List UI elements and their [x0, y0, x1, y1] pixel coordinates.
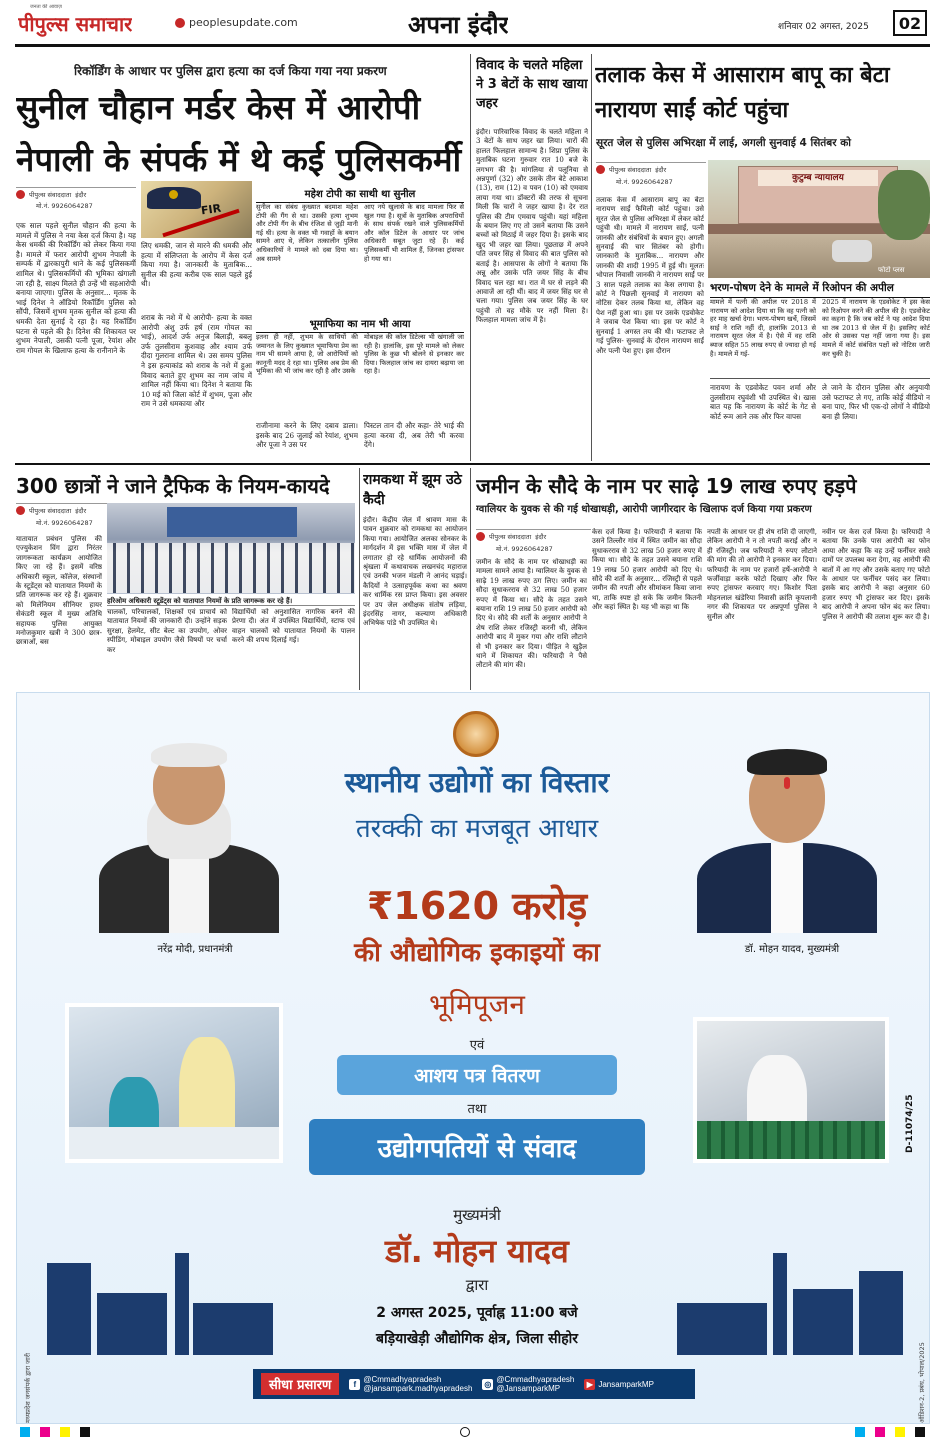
- registration-mark: [80, 1427, 90, 1437]
- ad-box-2-text: उद्योगपतियों से संवाद: [377, 1134, 577, 1164]
- factory-skyline-left-3: [193, 1303, 273, 1355]
- story4-col3: विद्यार्थियों को अनुशासित नागरिक बनने की प्रेरणा दी। अंत में उपस्थित विद्यार्थियों, स्टाफ एवं वाहन चालकों को यातायात नियमों के पालन करने की शपथ दिलाई गई।: [232, 608, 355, 645]
- story1-sub2-a: इतना ही नहीं, शुभम के साथियों की जमानत के लिए कुख्यात भूमाफिया प्रेम का नाम भी सामने आया है, जो आरोपियों को कानूनी मदद दे रहा था। पुलिस अब प्रेम की भूमिका की भी जांच कर रही है और उसके: [256, 333, 358, 376]
- mp-emblem-icon: [453, 711, 499, 757]
- page-number-text: 02: [898, 13, 922, 33]
- story6-col4: नवीन पर केस दर्ज किया है। फरियादी ने बताया कि उनके पास आरोपी का फोन आया और कहा कि वह उन्हें फर्नीचर सस्ते दामों पर उपलब्ध करा देगा, वह आरोपी की बातों में आ गए और उसके बताए गए फोटो के आधार पर फर्नीचर पसंद कर लिया। इसके बाद आरोपी ने कहा अनुसार 60 हजार रुपए भी ट्रांसफर कर दिए। इसके बाद आरोपी ने अपना फोन बंद कर लिया। पुलिस ने आरोपी की तलाश शुरू कर दी है।: [822, 528, 930, 621]
- live-label: सीधा प्रसारण: [261, 1373, 339, 1395]
- story4-byline: पीपुल्स संवाददाता इंदौर: [16, 503, 126, 515]
- chimney-right: [773, 1253, 787, 1355]
- story3-tail-a: नारायण के एडवोकेट पवन शर्मा और तुलसीराम रघुवंशी भी उपस्थित थे। खास बात यह कि नारायण के कोर्ट के गेट से कोर्ट रूम आने तक और फिर वापस: [710, 383, 816, 421]
- section-title: अपना इंदौर: [408, 11, 509, 39]
- social-instagram[interactable]: ◎ @Cmmadhyapradesh @JansamparkMP: [484, 1375, 575, 1393]
- col-divider-1: [470, 54, 471, 461]
- box-rule: [710, 378, 930, 379]
- cap-badge-icon: [169, 190, 178, 199]
- story6-col1: जमीन के सौदे के नाम पर धोखाधड़ी का मामला सामने आया है। ग्वालियर के युवक से साढ़े 19 लाख रुपए ठग लिए। जमीन का सौदा सुधाकरराव से 32 लाख 50 हजार रुपए में किया था। सौदे के तहत उसने बयाना राशि 19 लाख 50 हजार आरोपी को दिए थे। सौदे की शर्तों के अनुसार आरोपी ने शेष राशि लेकर रजिस्ट्री करनी थी, लेकिन आरोपी बाद में मुकर गया और राशि लौटाने से भी इनकार कर दिया। पीड़ित ने खुड़ैल थाने में शिकायत की। फरियादी ने पैसे लौटाने की मांग की।: [476, 558, 587, 670]
- reporter-icon: [476, 532, 485, 541]
- page-number: [893, 10, 927, 36]
- reporter-icon: [16, 190, 25, 199]
- stage-backdrop: [167, 507, 297, 537]
- car-image: [832, 240, 872, 262]
- story4-mobile: मो.नं. 9926064287: [36, 519, 93, 527]
- story1-headline: सुनील चौहान मर्डर केस में आरोपी नेपाली के संपर्क में थे कई पुलिसकर्मी: [16, 88, 462, 179]
- col-divider-3: [359, 468, 360, 690]
- brand-tagline: जनता की आवाज़: [30, 4, 62, 10]
- masthead-rule: [15, 44, 930, 47]
- story3-text: तलाक केस में आसाराम बापू का बेटा नारायण साईं फैमिली कोर्ट पहुंचा। उसे सूरत जेल से पुलिस अभिरक्षा में लेकर कोर्ट पहुंची थी। मामले में नारायण साईं, पत्नी जानकी और संबंधियों के बयान हुए। अगली सुनवाई की चार सितंबर को होगी। जानकारी के मुताबिक... नारायण और जानकी की शादी 1995 में हुई थी। मूलतः भोपाल निवासी जानकी ने नारायण साईं पर 3 साल पहले तलाक का केस लगाया है। कोर्ट ने पिछली सुनवाई में नारायण को नोटिस देकर तलब किया था, लेकिन वह पेश नहीं हुआ था। इस पर उसके एडवोकेट ने जवाब पेश किया था। इस पर कोर्ट ने सुनवाई 1 अगस्त तय की थी। फटाफट ले गई पुलिस- सुनवाई के दौरान नारायण साईं और पत्नी पेश हुए। इस दौरान: [596, 196, 704, 355]
- ad-code: D-11074/25: [905, 1094, 915, 1153]
- story4-col2: चालकों, परिचालकों, शिक्षकों एवं प्राचार्य को यातायात नियमों की जानकारी दी। उन्होंने सड़क सुरक्षा, हेलमेट, सीट बेल्ट का उपयोग, ओवर स्पीडिंग, मोबाइल उपयोग जैसे विषयों पर चर्चा कर: [107, 608, 227, 654]
- factory-skyline-right: [677, 1303, 767, 1355]
- ad-right-vertical: ऑडिशन-2, प्रबंध, भोपाल/2025: [918, 1342, 926, 1423]
- ad-left-vertical: मध्यप्रदेश जनसंपर्क द्वारा जारी: [24, 1353, 32, 1423]
- factory-skyline-right-2: [793, 1289, 853, 1355]
- circuit-board: [697, 1121, 889, 1163]
- story1-sub2-b: मोबाइल की कॉल डिटेल्स भी खंगाली जा रही है। हालांकि, इस पूरे मामले को लेकर पुलिस के कुछ भी बोलने से इनकार कर दिया। फिलहाल जांच का दायरा बढ़ाया जा रहा है।: [364, 333, 464, 376]
- ad-box-2: [309, 1119, 645, 1175]
- story6-col3: नपती के आधार पर ही शेष राशि दी जाएगी, लेकिन आरोपी ने न तो नपती कराई और न ही रजिस्ट्री। जब फरियादी ने रुपए लौटाने की मांग की तो आरोपी ने इनकार कर दिया। फरियादी के नाम पर हजारों हर्षे-आरोपी ने फर्जीवाड़ा करके फोटो दिखाए और फिर रुपए ट्रांसफर करवाए गए। किशोर पिता मोहनलाल खंडेरिया निवासी क्रांति कृपलानी नगर की शिकायत पर अन्नपूर्णा पुलिस ने सुनील और: [707, 528, 817, 621]
- factory-photo-left: [65, 1003, 283, 1163]
- story3-box-a: मामले में पत्नी की अपील पर 2018 में नारायण को आदेश दिया था कि वह पत्नी को हर माह खर्चा देगा। भरण-पोषण खर्चे, जिसमें साईं ने राशि नहीं दी, हालांकि 2013 से नारायण सूरत जेल में है। ऐसे में वह राशि ब्याज सहित 55 लाख रुपए से ज्यादा हो गई है। मामले में गई-: [710, 298, 816, 358]
- ad-venue: बड़ियाखेड़ी औद्योगिक क्षेत्र, जिला सीहोर: [375, 1331, 579, 1347]
- registration-mark: [855, 1427, 865, 1437]
- students-photo: [107, 503, 355, 594]
- cm-shirt: [771, 843, 803, 933]
- story3-tail-b: ले जाने के दौरान पुलिस और अनुयायी उसे फटाफट ले गए, ताकि कोई वीडियो न बना पाए, फिर भी एक-दो लोगों ने वीडियो बना ही लिया।: [822, 383, 930, 421]
- ad-datetime: 2 अगस्त 2025, पूर्वाह्न 11:00 बजे: [376, 1305, 578, 1321]
- ad-line4: भूमिपूजन: [429, 988, 525, 1021]
- issue-date: शनिवार 02 अगस्त, 2025: [778, 22, 869, 32]
- website-link[interactable]: peoplesupdate.com: [189, 16, 298, 29]
- registration-mark: [60, 1427, 70, 1437]
- cm-tilak: [784, 777, 790, 789]
- col-divider-2: [591, 54, 592, 461]
- story1-mobile: मो.नं. 9926064287: [36, 202, 93, 210]
- ad-and1: एवं: [469, 1038, 485, 1053]
- fir-label: FIR: [200, 201, 222, 218]
- brand-logo[interactable]: पीपुल्स समाचार: [18, 12, 133, 36]
- ad-box-1-text: आशय पत्र वितरण: [414, 1065, 540, 1087]
- registration-mark: [915, 1427, 925, 1437]
- registration-mark: [20, 1427, 30, 1437]
- ad-cm-label: मुख्यमंत्री: [453, 1206, 501, 1224]
- ad-and2: तथा: [467, 1102, 487, 1117]
- factory-skyline-left: [47, 1263, 91, 1355]
- ad-title-line1: स्थानीय उद्योगों का विस्तार: [344, 766, 610, 799]
- students-rows: [107, 543, 355, 593]
- story3-box-b: 2025 में नारायण के एडवोकेट ने इस केस को रिओपन करने की अपील की है। एडवोकेट का कहना है कि जब कोर्ट ने यह आदेश दिया था तब 2013 से जेल में है। इसलिए कोर्ट ओर से उसका पक्ष नहीं जाना गया है। इस मामले में कोर्ट संबंधित पक्षों को नोटिस जारी कर चुकी है।: [822, 298, 930, 358]
- story5-headline: रामकथा में झूम उठे कैदी: [363, 472, 462, 508]
- story3-mobile: मो.नं. 9926064287: [616, 178, 673, 186]
- story4-col1: यातायात प्रबंधन पुलिस की एज्युकेशन विंग द्वारा निरंतर जागरूकता कार्यक्रम आयोजित किए जा रहे हैं। इसमें वरिष्ठ अधिकारी स्कूल, कॉलेज, संस्थानों के स्टूडेंट्स को यातायात नियमों के प्रति जागरूक कर रहे हैं। शुक्रवार को मिलेनियम सीनियर हायर सेकंडरी स्कूल में मुख्य अतिथि सहायक पुलिस आयुक्त मनोजकुमार खत्री ने 300 छात्र-छात्राओं, बस: [16, 535, 102, 647]
- story1-tail-a: राजीनामा करने के लिए दबाव डाला। इसके बाद 26 जुलाई को रेयांश, शुभम और पूजा ने उस पर: [256, 421, 358, 450]
- story3-box-title: भरण-पोषण देने के मामले में रिओपन की अपील: [710, 281, 930, 298]
- col-divider-4: [470, 468, 471, 690]
- live-broadcast-bar: [253, 1369, 695, 1399]
- registration-mark: [460, 1427, 470, 1437]
- story3-kicker: सूरत जेल से पुलिस अभिरक्षा में लाई, अगली सुनवाई 4 सितंबर को: [596, 137, 852, 149]
- pm-hair: [151, 743, 227, 767]
- social-facebook[interactable]: f @Cmmadhyapradesh @jansampark.madhyapradesh: [349, 1375, 472, 1393]
- story3-byline: पीपुल्स संवाददाता इंदौर: [596, 162, 706, 174]
- story5-text: इंदौर। केंद्रीय जेल में श्रावण मास के पावन शुक्रवार को रामकथा का आयोजन किया गया। आयोजित अलका सोनकर के मार्गदर्शन में इस भक्ति मास में जेल में लगातार हो रहे धार्मिक आयोजनों की श्रृंखला में कथावाचक लखनचंद महाराज एवं उनकी भजन मंडली ने आनंद घड़ाई। कैदियों ने उत्साहपूर्वक कथा का श्रवण कर धार्मिक रस प्राप्त किया। इस अवसर पर उप जेल अधीक्षक संतोष लड़िया, इंदरसिंह नागर, कल्याण अधिकारी अभिषेक पांडे भी उपस्थित थे।: [363, 516, 467, 628]
- story6-headline: जमीन के सौदे के नाम पर साढ़े 19 लाख रुपए हड़पे: [476, 474, 857, 498]
- tree-image: [878, 170, 930, 240]
- ad-box-1: [337, 1055, 617, 1095]
- ad-by: द्वारा: [465, 1276, 489, 1294]
- globe-icon: [175, 18, 185, 28]
- story1-col2: लिए धमकी, जान से मारने की धमकी और हत्या में संलिप्तता के आरोप में केस दर्ज किया गया है। जानकारी के मुताबिक... सुनील की हत्या करीब एक साल पहले हुई थी।: [141, 241, 252, 289]
- story1-subhead-1: महेश टोपी का साथी था सुनील: [256, 186, 464, 203]
- chimney-left: [175, 1253, 189, 1355]
- fir-photo: [141, 181, 252, 238]
- registration-mark: [40, 1427, 50, 1437]
- ad-banner[interactable]: [16, 692, 930, 1424]
- pm-portrait: [89, 733, 289, 933]
- story4-headline: 300 छात्रों ने जाने ट्रैफिक के नियम-कायदे: [16, 474, 330, 498]
- ad-amount: ₹1620 करोड़: [366, 884, 588, 928]
- row-divider-1: [15, 463, 930, 465]
- reporter-icon: [16, 506, 25, 515]
- story1-kicker: रिकॉर्डिंग के आधार पर पुलिस द्वारा हत्या का दर्ज किया गया नया प्रकरण: [74, 64, 387, 78]
- story4-caption: हरिओम अधिकारी स्टूडेंट्स को यातायात नियमों के प्रति जागरूक कर रहे हैं।: [107, 596, 355, 606]
- story1-subhead-2: भूमाफिया का नाम भी आया: [256, 316, 464, 333]
- facebook-icon: f: [349, 1379, 360, 1390]
- story2-headline: विवाद के चलते महिला ने 3 बेटों के साथ खाया जहर: [476, 58, 588, 111]
- court-sign: कुटुम्ब न्यायालय: [758, 170, 878, 186]
- ad-cm-name: डॉ. मोहन यादव: [385, 1232, 569, 1270]
- story2-text: इंदौर। पारिवारिक विवाद के चलते महिला ने 3 बेटों के साथ जहर खा लिया। चारों की हालत फिलहाल सामान्य है। शिप्रा पुलिस के मुताबिक घटना गुरुवार रात 10 बजे के लगभग की है। मांगलिया से पलूनिया से अन्नपूर्णा (32) और उसके तीन बेटे आकाश (13), राम (12) व पवन (10) को एमवाय लाया गया था। डॉक्टरों की तरफ से सूचना मिली कि चारों ने जहर खाया है। देर रात पुलिस की टीम एमवाय पहुंची। यहां महिला के बयान लिए गए तो उसने बताया कि उसने बच्चों को मिठाई में जहर दिया है। इसके बाद खुद भी जहर खा लिया। पूछताछ में अपने पति जयर सिंह से विवाद की बात पुलिस को बताई है। आसपास के लोगों ने बताया कि अन्नू और उसके पति जयर सिंह के बीच विवाद चल रहा था। रात में घर से लड़ने की आवाजें आ रही थीं। बाद में जयर सिंह घर से चला गया। पुलिस जब जयर सिंह के घर पहुंची तो वह मौके पर नहीं मिला है। फिलहाल मामला जांच में है।: [476, 128, 588, 325]
- cm-caption: डॉ. मोहन यादव, मुख्यमंत्री: [744, 944, 840, 955]
- cm-hair: [747, 749, 827, 775]
- factory-skyline-left-2: [97, 1293, 167, 1355]
- court-photo: [708, 160, 930, 278]
- story1-col2b: शराब के नशे में थे आरोपी- हत्या के वक्त आरोपी अंशु उर्फ हर्ष (राम गोयल का भाई), आदर्श उर्फ अनुज बिलाड़ी, बबलू उर्फ तुलसीराम कुशवाह और श्याम उर्फ दीदा गुलराना शामिल थे। उस समय पुलिस ने इस हत्याकांड को शराब के नशे में हुआ विवाद बताते हुए शुभम का नाम जांच में शामिल नहीं किया था। दिनेश ने बताया कि 10 मई को जिला कोर्ट में शुभम, पूजा और राम ने उसे धमकाया और: [141, 313, 252, 409]
- story1-sub1-b: आए नये खुलासे के बाद मामला फिर से खुल गया है। सूत्रों के मुताबिक अपराधियों के साथ संपर्क रखने वाले पुलिसकर्मियों और कॉल डिटेल के आधार पर जांच अधिकारी सबूत जुटा रहे हैं। कई पुलिसकर्मी भी शामिल हैं, जिनका ट्रांसफर हो गया था।: [364, 203, 464, 263]
- story1-col1: एक साल पहले सुनील चौहान की हत्या के मामले में पुलिस ने नया केस दर्ज किया है। यह केस धमकी की रिकॉर्डिंग को लेकर किया गया है। मामले में फरार आरोपी शुभम नेपाली के सम्पर्क में द्वारकापुरी थाने के कई पुलिसकर्मी शामिल थे। पुलिसकर्मियों की भूमिका खंगाली जा रही है, साक्ष्य मिलते ही उन्हें भी सहआरोपी बनाया जाएगा। पुलिस के अनुसार... मृतक के भाई दिनेश ने ऑडियो रिकॉर्डिंग पुलिस को सौंपी, जिसमें शुभम मृतक सुनील को हत्या की धमकी देता सुनाई दे रहा है। यह रिकॉर्डिंग घटना से पहले की है। दिनेश की शिकायत पर शुभम नेपाली, उसकी पत्नी पूजा, रेयांश और राम गोयल के खिलाफ हत्या के रानीनाने के: [16, 221, 136, 355]
- story1-byline: पीपुल्स संवाददाता इंदौर: [16, 187, 136, 199]
- masthead: [0, 0, 945, 44]
- factory-skyline-right-3: [859, 1271, 903, 1355]
- registration-mark: [895, 1427, 905, 1437]
- ad-line3: की औद्योगिक इकाइयों का: [354, 938, 600, 968]
- story3-headline: तलाक केस में आसाराम बापू का बेटा नारायण साईं कोर्ट पहुंचा: [595, 63, 890, 123]
- story6-byline: पीपुल्स संवाददाता इंदौर: [476, 529, 591, 541]
- pm-caption: नरेंद्र मोदी, प्रधानमंत्री: [157, 944, 233, 955]
- instagram-icon: ◎: [482, 1379, 493, 1390]
- photo-credit: फोटो प्लस: [878, 266, 905, 274]
- reporter-icon: [596, 165, 605, 174]
- cm-portrait: [687, 733, 887, 933]
- factory-photo-right: [693, 1017, 889, 1163]
- machine-left: [69, 1127, 283, 1163]
- story6-kicker: ग्वालियर के युवक से की गई धोखाधड़ी, आरोपी जागीरदार के खिलाफ दर्ज किया गया प्रकरण: [476, 504, 812, 515]
- registration-mark: [875, 1427, 885, 1437]
- story1-tail-b: पिस्टल तान दी और कहा- तेरे भाई की हत्या करवा दी, अब तेरी भी करवा देंगे।: [364, 421, 464, 450]
- ad-title-line2: तरक्की का मजबूत आधार: [355, 814, 599, 844]
- social-youtube[interactable]: ▶ JansamparkMP: [584, 1379, 654, 1390]
- story6-col2: केस दर्ज किया है। फरियादी ने बताया कि उसने तिल्लौर गांव में स्थित जमीन का सौदा सुधाकरराव से 32 लाख 50 हजार रुपए में किया था। सौदे के तहत उसने बयाना राशि 19 लाख 50 हजार आरोपी को दिए थे। सौदे की शर्तों के अनुसार... रजिस्ट्री से पहले जमीन की नपती और सीमांकन किया जाना था, ताकि स्पष्ट हो सके कि जमीन कितनी और कहां स्थित है। यह भी कहा था कि: [592, 528, 702, 612]
- story1-sub1-a: सुनील का संबंध कुख्यात बदमाश महेश टोपी की गैंग से था। उसकी हत्या शुभम और टोपी गैंग के बीच रंजिश से जुड़ी मानी गई थी। हत्या के वक्त भी गवाहों के बयान सामने आए थे, लेकिन तत्कालीन पुलिस अधिकारियों ने मामले को दबा दिया था। अब सामने: [256, 203, 358, 263]
- youtube-icon: ▶: [584, 1379, 595, 1390]
- story6-mobile: मो.नं. 9926064287: [496, 545, 553, 553]
